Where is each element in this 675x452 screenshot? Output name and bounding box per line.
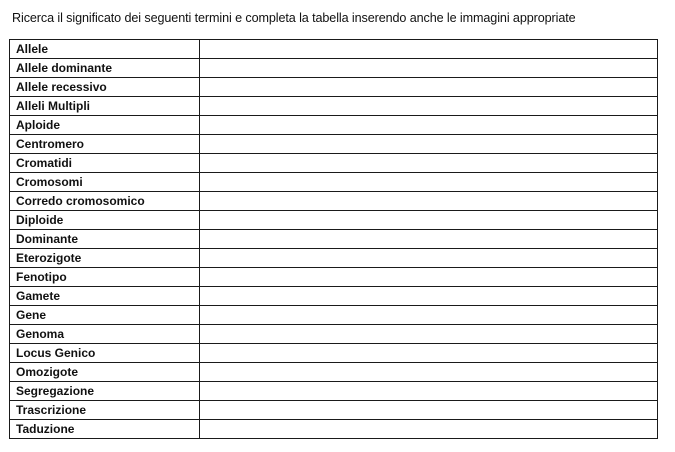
definition-cell[interactable] [200, 325, 658, 344]
table-row [10, 59, 658, 78]
table-row [10, 287, 658, 306]
term-cell: Corredo cromosomico [10, 192, 200, 211]
definition-cell[interactable] [200, 268, 658, 287]
term-cell: Allele [10, 40, 200, 59]
term-cell: Fenotipo [10, 268, 200, 287]
table-row [10, 78, 658, 97]
term-cell: Genoma [10, 325, 200, 344]
table-row [10, 249, 658, 268]
definition-cell[interactable] [200, 306, 658, 325]
definition-cell[interactable] [200, 116, 658, 135]
definition-cell[interactable] [200, 382, 658, 401]
term-cell: Gamete [10, 287, 200, 306]
table-row [10, 306, 658, 325]
definition-cell[interactable] [200, 192, 658, 211]
definition-cell[interactable] [200, 249, 658, 268]
definition-cell[interactable] [200, 173, 658, 192]
term-cell: Trascrizione [10, 401, 200, 420]
table-row [10, 420, 658, 439]
term-cell: Allele dominante [10, 59, 200, 78]
table-row [10, 97, 658, 116]
table-row [10, 173, 658, 192]
definition-cell[interactable] [200, 401, 658, 420]
table-row [10, 344, 658, 363]
term-cell: Locus Genico [10, 344, 200, 363]
instruction-text: Ricerca il significato dei seguenti termini e completa la tabella inserendo anche le immagini appropriate [12, 11, 576, 25]
term-cell: Cromosomi [10, 173, 200, 192]
definition-cell[interactable] [200, 154, 658, 173]
term-cell: Alleli Multipli [10, 97, 200, 116]
term-cell: Aploide [10, 116, 200, 135]
table-row [10, 382, 658, 401]
definition-cell[interactable] [200, 344, 658, 363]
term-cell: Omozigote [10, 363, 200, 382]
table-row [10, 268, 658, 287]
definition-cell[interactable] [200, 135, 658, 154]
table-row [10, 230, 658, 249]
term-cell: Diploide [10, 211, 200, 230]
definition-cell[interactable] [200, 78, 658, 97]
table-row [10, 116, 658, 135]
definition-cell[interactable] [200, 363, 658, 382]
definition-cell[interactable] [200, 97, 658, 116]
term-cell: Segregazione [10, 382, 200, 401]
term-cell: Cromatidi [10, 154, 200, 173]
definition-cell[interactable] [200, 211, 658, 230]
definition-cell[interactable] [200, 287, 658, 306]
term-cell: Centromero [10, 135, 200, 154]
definition-cell[interactable] [200, 59, 658, 78]
definition-cell[interactable] [200, 40, 658, 59]
table-row [10, 154, 658, 173]
table-row [10, 40, 658, 59]
table-row [10, 325, 658, 344]
terms-table [9, 39, 658, 439]
term-cell: Gene [10, 306, 200, 325]
table-row [10, 211, 658, 230]
term-cell: Taduzione [10, 420, 200, 439]
terms-table-body [10, 40, 658, 439]
definition-cell[interactable] [200, 230, 658, 249]
term-cell: Eterozigote [10, 249, 200, 268]
term-cell: Dominante [10, 230, 200, 249]
definition-cell[interactable] [200, 420, 658, 439]
table-row [10, 135, 658, 154]
table-row [10, 192, 658, 211]
table-row [10, 401, 658, 420]
table-row [10, 363, 658, 382]
term-cell: Allele recessivo [10, 78, 200, 97]
